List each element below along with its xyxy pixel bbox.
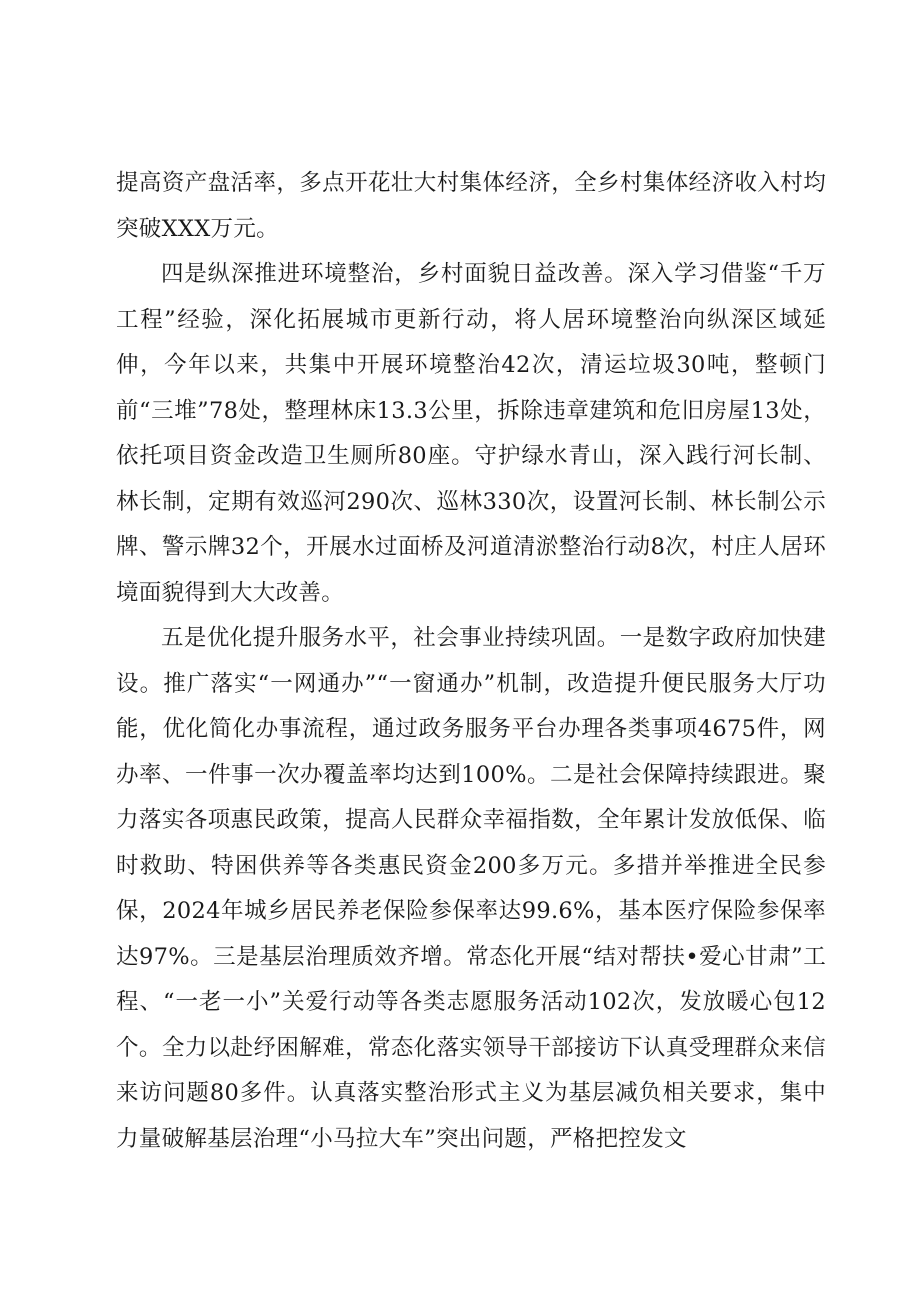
paragraph-environment: 四是纵深推进环境整治，乡村面貌日益改善。深入学习借鉴“千万工程”经验，深化拓展城市更新行动，将人居环境整治向纵深区域延伸，今年以来，共集中开展环境整治42次，清运垃圾30吨，整顿门前“三堆”78处，整理林床13.3公里，拆除违章建筑和危旧房屋13处，依托项目资金改造卫生厕所80座。守护绿水青山，深入践行河长制、林长制，定期有效巡河290次、巡林330次，设置河长制、林长制公示牌、警示牌32个，开展水过面桥及河道清淤整治行动8次，村庄人居环境面貌得到大大改善。 bbox=[116, 261, 826, 606]
paragraph-continuation: 提高资产盘活率，多点开花壮大村集体经济，全乡村集体经济收入村均突破XXX万元。 bbox=[116, 170, 826, 242]
paragraph-services: 五是优化提升服务水平，社会事业持续巩固。一是数字政府加快建设。推广落实“一网通办”“一窗通办”机制，改造提升便民服务大厅功能，优化简化办事流程，通过政务服务平台办理各类事项4675件，网办率、一件事一次办覆盖率均达到100%。二是社会保障持续跟进。聚力落实各项惠民政策，提高人民群众幸福指数，全年累计发放低保、临时救助、特困供养等各类惠民资金200多万元。多措并举推进全民参保，2024年城乡居民养老保险参保率达99.6%，基本医疗保险参保率达97%。三是基层治理质效齐增。常态化开展“结对帮扶•爱心甘肃”工程、“一老一小”关爱行动等各类志愿服务活动102次，发放暖心包12个。全力以赴纾困解难，常态化落实领导干部接访下认真受理群众来信来访问题80多件。认真落实整治形式主义为基层减负相关要求，集中力量破解基层治理“小马拉大车”突出问题，严格把控发文 bbox=[116, 625, 826, 1152]
document-body bbox=[116, 161, 826, 1162]
